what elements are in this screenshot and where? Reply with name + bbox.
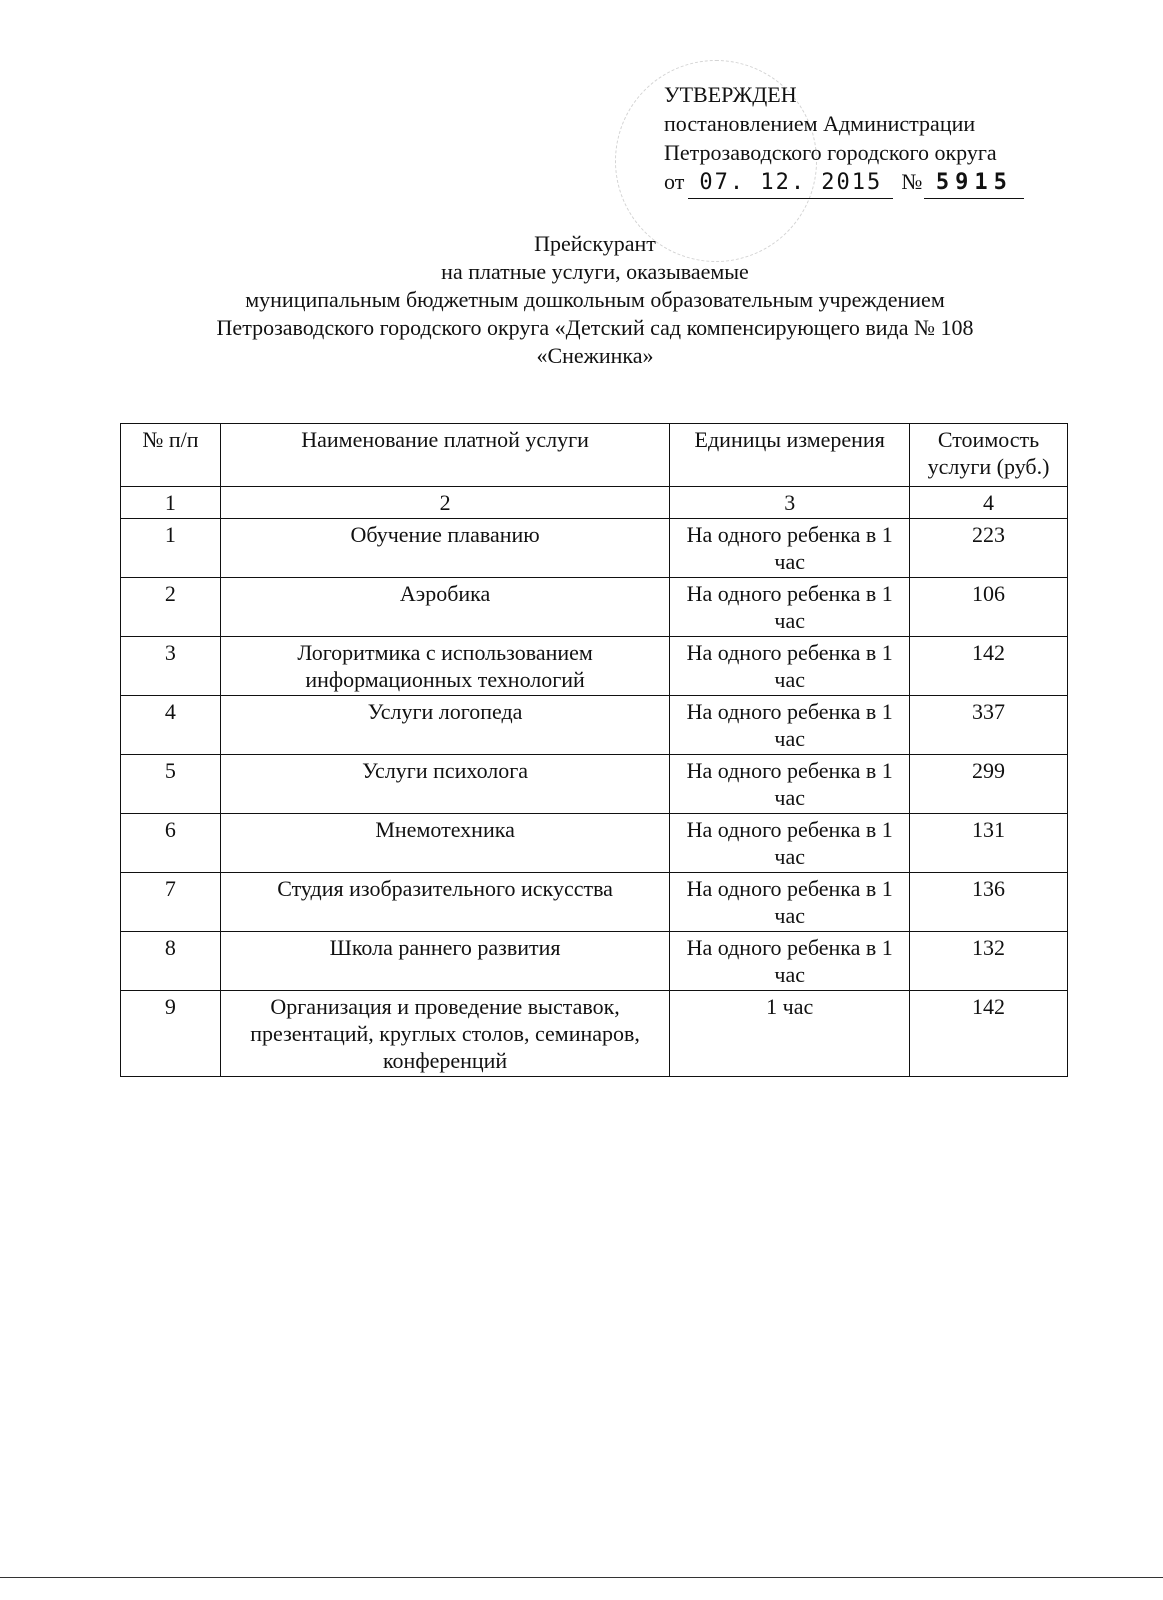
- service-name: Услуги логопеда: [220, 696, 669, 755]
- price: 223: [910, 519, 1068, 578]
- service-name: Студия изобразительного искусства: [220, 873, 669, 932]
- column-index: 3: [670, 487, 910, 519]
- header-unit: Единицы измерения: [670, 424, 910, 487]
- table-row: [121, 932, 1068, 991]
- row-number: 4: [121, 696, 221, 755]
- approval-date: 07. 12. 2015: [688, 170, 893, 199]
- approval-number: 5915: [924, 170, 1024, 199]
- table-row: [121, 637, 1068, 696]
- number-prefix: №: [901, 169, 923, 194]
- service-name: Мнемотехника: [220, 814, 669, 873]
- price: 142: [910, 991, 1068, 1077]
- row-number: 7: [121, 873, 221, 932]
- table-header-row: [121, 424, 1068, 487]
- approval-block: [664, 80, 1054, 199]
- service-name: Организация и проведение выставок, презентаций, круглых столов, семинаров, конференций: [220, 991, 669, 1077]
- approval-heading: УТВЕРЖДЕН: [664, 82, 797, 107]
- title-line-5: «Снежинка»: [536, 343, 654, 368]
- price: 136: [910, 873, 1068, 932]
- table-row: [121, 991, 1068, 1077]
- column-index-row: [121, 487, 1068, 519]
- column-index: 4: [910, 487, 1068, 519]
- date-prefix: от: [664, 169, 685, 194]
- row-number: 9: [121, 991, 221, 1077]
- unit-of-measure: На одного ребенка в 1 час: [670, 696, 910, 755]
- row-number: 1: [121, 519, 221, 578]
- price: 131: [910, 814, 1068, 873]
- column-index: 2: [220, 487, 669, 519]
- unit-of-measure: На одного ребенка в 1 час: [670, 932, 910, 991]
- document-title: [120, 230, 1070, 370]
- approval-date-line: [664, 167, 1054, 199]
- approval-line-district: Петрозаводского городского округа: [664, 140, 997, 165]
- table-row: [121, 755, 1068, 814]
- header-service: Наименование платной услуги: [220, 424, 669, 487]
- page-bottom-rule: [0, 1577, 1163, 1578]
- title-line-2: на платные услуги, оказываемые: [441, 259, 749, 284]
- unit-of-measure: На одного ребенка в 1 час: [670, 755, 910, 814]
- service-name: Услуги психолога: [220, 755, 669, 814]
- header-price: Стоимость услуги (руб.): [910, 424, 1068, 487]
- title-heading: Прейскурант: [534, 231, 656, 256]
- table-row: [121, 578, 1068, 637]
- row-number: 6: [121, 814, 221, 873]
- unit-of-measure: На одного ребенка в 1 час: [670, 637, 910, 696]
- unit-of-measure: На одного ребенка в 1 час: [670, 814, 910, 873]
- header-number: № п/п: [121, 424, 221, 487]
- price: 142: [910, 637, 1068, 696]
- price-table: [120, 423, 1068, 1077]
- unit-of-measure: 1 час: [670, 991, 910, 1077]
- approval-line-resolution: постановлением Администрации: [664, 111, 976, 136]
- service-name: Аэробика: [220, 578, 669, 637]
- price: 299: [910, 755, 1068, 814]
- price: 337: [910, 696, 1068, 755]
- row-number: 3: [121, 637, 221, 696]
- unit-of-measure: На одного ребенка в 1 час: [670, 519, 910, 578]
- table-row: [121, 696, 1068, 755]
- price: 106: [910, 578, 1068, 637]
- service-name: Школа раннего развития: [220, 932, 669, 991]
- row-number: 8: [121, 932, 221, 991]
- column-index: 1: [121, 487, 221, 519]
- row-number: 2: [121, 578, 221, 637]
- table-row: [121, 873, 1068, 932]
- service-name: Логоритмика с использованием информационных технологий: [220, 637, 669, 696]
- row-number: 5: [121, 755, 221, 814]
- table-row: [121, 519, 1068, 578]
- unit-of-measure: На одного ребенка в 1 час: [670, 873, 910, 932]
- price: 132: [910, 932, 1068, 991]
- table-row: [121, 814, 1068, 873]
- title-line-3: муниципальным бюджетным дошкольным образовательным учреждением: [245, 287, 945, 312]
- service-name: Обучение плаванию: [220, 519, 669, 578]
- title-line-4: Петрозаводского городского округа «Детский сад компенсирующего вида № 108: [216, 315, 974, 340]
- unit-of-measure: На одного ребенка в 1 час: [670, 578, 910, 637]
